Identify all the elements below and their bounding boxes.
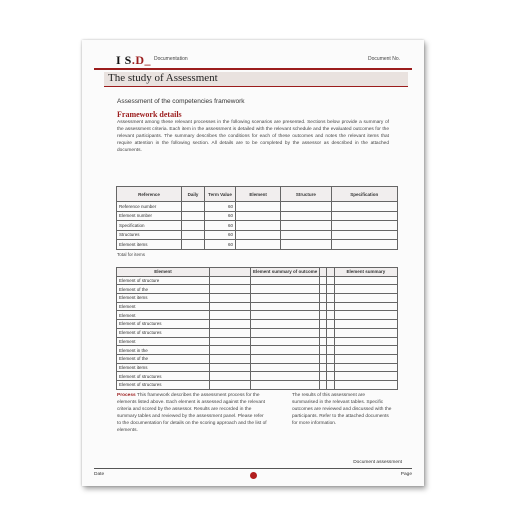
table-header-cell: Reference — [117, 187, 182, 202]
table-cell: Element of structures — [117, 328, 210, 337]
table-cell — [334, 328, 397, 337]
table-cell — [334, 363, 397, 372]
table-cell — [334, 346, 397, 355]
table-cell — [251, 328, 320, 337]
table-cell — [334, 285, 397, 294]
table-cell: Element — [117, 302, 210, 311]
table-header-cell: Element — [117, 268, 210, 277]
table-cell: 60 — [205, 211, 236, 221]
table-cell — [327, 380, 334, 389]
table-row — [117, 372, 398, 381]
table-row — [117, 240, 398, 250]
table-cell — [320, 320, 327, 329]
table-cell — [334, 372, 397, 381]
table-cell — [320, 346, 327, 355]
table-cell — [334, 380, 397, 389]
table-cell: Element of structure — [117, 276, 210, 285]
table-cell — [251, 311, 320, 320]
table-cell — [327, 337, 334, 346]
page-title: The study of Assessment — [108, 72, 218, 84]
table-cell — [251, 372, 320, 381]
table-cell — [210, 346, 251, 355]
table-cell: Element of structures — [117, 320, 210, 329]
table-cell — [281, 230, 331, 240]
table-cell — [331, 230, 397, 240]
table-row — [117, 230, 398, 240]
table-cell — [281, 211, 331, 221]
table-cell — [320, 276, 327, 285]
table-cell — [327, 328, 334, 337]
table-cell — [236, 211, 281, 221]
table-cell: Structures — [117, 230, 182, 240]
table-cell — [251, 285, 320, 294]
table-cell — [236, 240, 281, 250]
table-cell — [327, 372, 334, 381]
footer-caption: Document assessment — [353, 460, 402, 465]
table-cell: 60 — [205, 221, 236, 231]
table-cell — [182, 211, 205, 221]
table-cell — [251, 354, 320, 363]
table-row — [117, 302, 398, 311]
footer-page: Page — [400, 472, 412, 477]
table-cell — [182, 240, 205, 250]
table-cell — [327, 311, 334, 320]
table-row — [117, 311, 398, 320]
table-cell — [327, 346, 334, 355]
table-cell — [320, 337, 327, 346]
table-cell: Element — [117, 311, 210, 320]
logo-main: I S — [116, 53, 132, 67]
table-cell — [281, 240, 331, 250]
table-cell — [334, 302, 397, 311]
table-cell: Reference number — [117, 202, 182, 212]
intro-paragraph: Assessment among these relevant processes in the following scenarios are presented. Sections below provide a summary of the assessment criteria. Each item in the assessment is detailed with the relevant schedule and the evaluated outcomes for the relevant participants. The summary describes the conditions for each of these outcomes and notes the relevant items that require attention in the following section. All details are to be completed by the assessor as described in the attached documents. — [117, 120, 389, 153]
table-row — [117, 328, 398, 337]
table-cell — [320, 363, 327, 372]
table-cell — [281, 202, 331, 212]
table-header-cell: Element summary of outcome — [251, 268, 320, 277]
process-text: This framework describes the assessment process for the elements listed above. Each element is assessed against the relevant criteria and scored by the assessor. Results are recorded in the summary tables and reviewed by the assessment panel. Please refer to the documentation for details on the scoring approach and the list of elements. — [117, 393, 267, 433]
table-cell: Element of structures — [117, 380, 210, 389]
table-cell — [320, 285, 327, 294]
table-row — [117, 221, 398, 231]
table-row — [117, 363, 398, 372]
section-heading: Framework details — [117, 110, 182, 119]
table-cell — [182, 230, 205, 240]
table-row — [117, 285, 398, 294]
table-cell: 60 — [205, 230, 236, 240]
table-cell — [210, 302, 251, 311]
table-cell — [331, 240, 397, 250]
table-cell — [334, 311, 397, 320]
table-cell — [320, 328, 327, 337]
table-cell — [334, 320, 397, 329]
table-cell — [210, 372, 251, 381]
table-cell: 60 — [205, 240, 236, 250]
table-cell — [281, 221, 331, 231]
table-cell — [320, 372, 327, 381]
table-cell — [236, 221, 281, 231]
table-cell — [327, 294, 334, 303]
table-header-cell — [320, 268, 327, 277]
table-cell — [251, 363, 320, 372]
table-cell — [251, 346, 320, 355]
table-cell — [210, 363, 251, 372]
table-cell — [320, 380, 327, 389]
logo-accent: .D_ — [131, 53, 152, 67]
table-cell — [320, 294, 327, 303]
table-cell — [210, 328, 251, 337]
table-header-cell: Specification — [331, 187, 397, 202]
table-cell: Element items — [117, 363, 210, 372]
table-header-cell: Structure — [281, 187, 331, 202]
element-table — [116, 267, 398, 390]
header-rule — [94, 68, 412, 70]
table-note: Total for items — [117, 252, 146, 257]
table-cell — [251, 337, 320, 346]
table-header-cell — [210, 268, 251, 277]
table-cell: Element items — [117, 240, 182, 250]
table-cell — [334, 354, 397, 363]
table-cell — [210, 380, 251, 389]
table-cell — [210, 276, 251, 285]
table-cell — [210, 320, 251, 329]
table-cell — [251, 276, 320, 285]
table-cell — [210, 294, 251, 303]
table-cell — [334, 294, 397, 303]
table-cell — [236, 202, 281, 212]
table-cell — [320, 354, 327, 363]
table-row — [117, 337, 398, 346]
table-cell — [327, 302, 334, 311]
table-header-row — [117, 268, 398, 277]
table-cell — [251, 380, 320, 389]
table-cell — [334, 276, 397, 285]
table-row — [117, 294, 398, 303]
table-cell — [327, 354, 334, 363]
process-column — [117, 392, 267, 434]
table-cell — [210, 311, 251, 320]
table-header-cell — [327, 268, 334, 277]
table-cell: Element — [117, 337, 210, 346]
table-cell — [327, 276, 334, 285]
table-cell: Element in the — [117, 346, 210, 355]
document-page — [82, 40, 424, 486]
table-cell — [331, 211, 397, 221]
table-cell: 60 — [205, 202, 236, 212]
table-cell — [251, 320, 320, 329]
table-row — [117, 346, 398, 355]
table-cell — [334, 337, 397, 346]
table-cell — [210, 337, 251, 346]
table-row — [117, 354, 398, 363]
table-cell — [182, 221, 205, 231]
table-cell — [320, 311, 327, 320]
table-cell — [210, 354, 251, 363]
table-header-cell: Daily — [182, 187, 205, 202]
table-cell — [182, 202, 205, 212]
summary-table — [116, 186, 398, 250]
logo — [116, 53, 151, 68]
table-cell: Element of structures — [117, 372, 210, 381]
page-subtitle: Assessment of the competencies framework — [117, 98, 245, 105]
header-label: Documentation — [154, 56, 188, 62]
table-row — [117, 320, 398, 329]
table-cell: Element of the — [117, 354, 210, 363]
table-cell: Element number — [117, 211, 182, 221]
table-cell — [251, 294, 320, 303]
table-cell — [236, 230, 281, 240]
table-cell — [331, 221, 397, 231]
table-cell: Element of the — [117, 285, 210, 294]
table-row — [117, 211, 398, 221]
table-cell — [331, 202, 397, 212]
header-document-number: Document No. — [368, 56, 400, 62]
table-cell — [327, 363, 334, 372]
table-cell — [327, 285, 334, 294]
results-column: The results of this assessment are summarised in the relevant tables. Specific outcomes are reviewed and discussed with the participants. Refer to the attached documents for more information. — [292, 393, 392, 426]
table-cell: Element items — [117, 294, 210, 303]
table-cell — [251, 302, 320, 311]
table-cell — [210, 285, 251, 294]
table-header-cell: Element — [236, 187, 281, 202]
page-header — [94, 40, 412, 68]
table-cell — [327, 320, 334, 329]
footer-date: Date — [94, 472, 105, 477]
table-header-cell: Term Value — [205, 187, 236, 202]
footer-dot-icon — [250, 472, 257, 479]
table-cell — [320, 302, 327, 311]
process-lead: Process — [117, 393, 136, 398]
table-header-cell: Element summary — [334, 268, 397, 277]
footer-rule — [94, 468, 412, 469]
title-bar — [104, 72, 408, 87]
table-row — [117, 276, 398, 285]
table-cell: Specification — [117, 221, 182, 231]
table-row — [117, 202, 398, 212]
table-row — [117, 380, 398, 389]
table-header-row — [117, 187, 398, 202]
